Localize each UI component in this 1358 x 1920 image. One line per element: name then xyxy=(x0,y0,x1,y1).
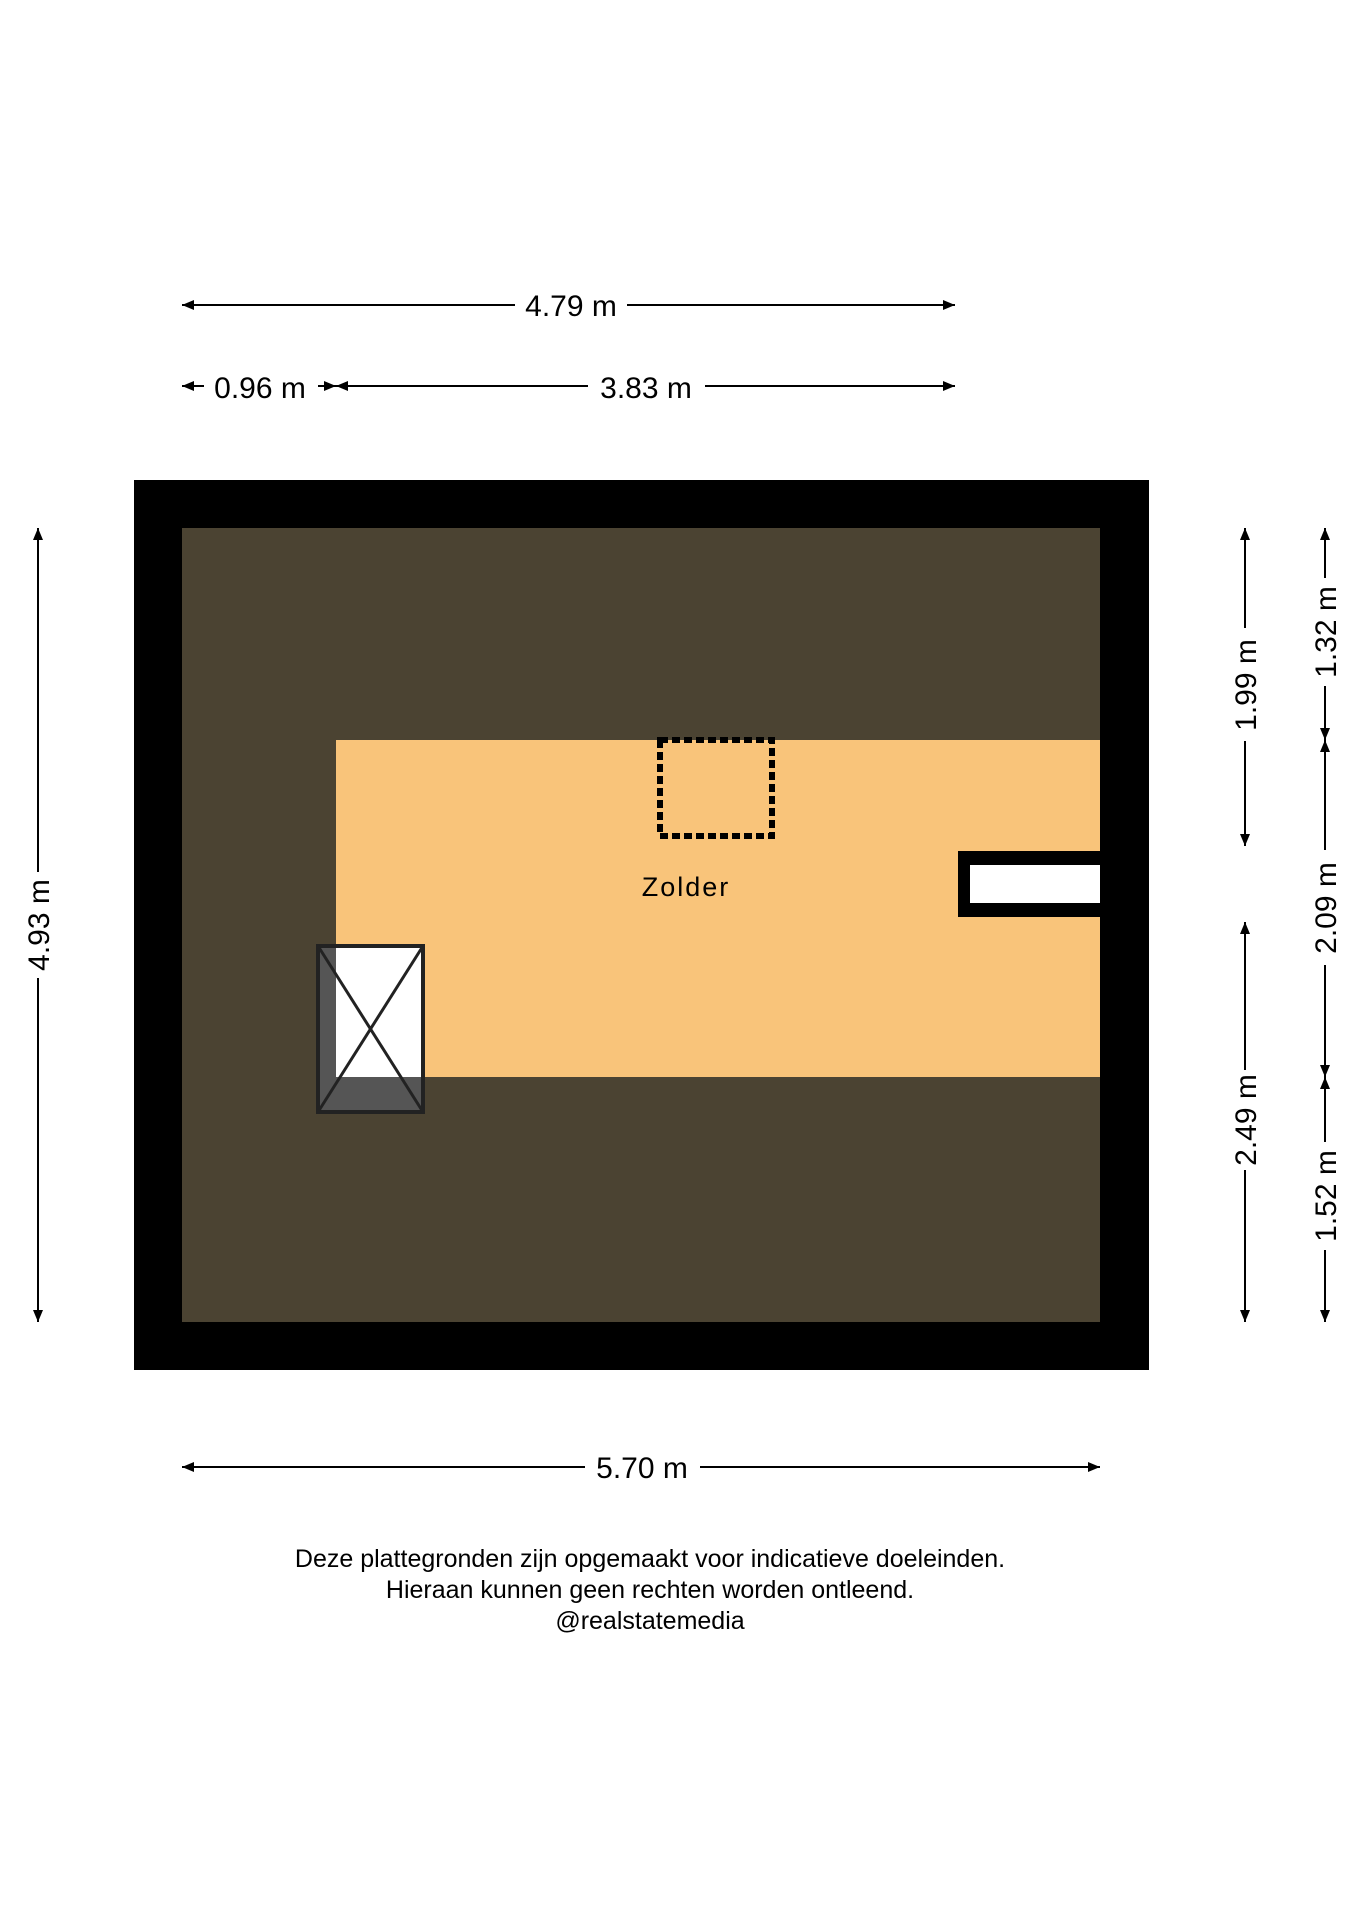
dimension-left xyxy=(23,528,56,1322)
dimension-label: 2.09 m xyxy=(1310,862,1343,954)
dimension-bottom xyxy=(182,1452,1100,1485)
dimension-right-inner-top xyxy=(1230,528,1263,846)
dimension-top-left xyxy=(182,372,336,405)
dimension-right-outer-bottom xyxy=(1310,1077,1343,1322)
dimension-label: 1.52 m xyxy=(1310,1150,1343,1242)
disclaimer xyxy=(0,1544,1300,1637)
disclaimer-line: Hieraan kunnen geen rechten worden ontleend. xyxy=(385,1576,915,1604)
dimension-label: 5.70 m xyxy=(596,1452,688,1485)
room-label: Zolder xyxy=(641,872,731,902)
dimension-label: 2.49 m xyxy=(1230,1074,1263,1166)
stair-opening xyxy=(318,946,423,1112)
dimension-label: 1.32 m xyxy=(1310,586,1343,678)
dimension-label: 4.93 m xyxy=(23,879,56,971)
disclaimer-line: Deze plattegronden zijn opgemaakt voor indicatieve doeleinden. xyxy=(294,1545,1006,1573)
dimension-label: 3.83 m xyxy=(600,372,692,405)
chimney-shaft-inner xyxy=(970,865,1100,903)
disclaimer-credit: @realstatemedia xyxy=(555,1607,745,1635)
dimension-right-outer-top xyxy=(1310,528,1343,740)
dimension-right-inner-bottom xyxy=(1230,922,1263,1322)
dimension-label: 4.79 m xyxy=(525,290,617,323)
dimension-top-total xyxy=(182,290,955,323)
dimension-top-right xyxy=(336,372,955,405)
dimension-label: 0.96 m xyxy=(214,372,306,405)
dimension-right-outer-middle xyxy=(1310,740,1343,1077)
dimension-label: 1.99 m xyxy=(1230,639,1263,731)
